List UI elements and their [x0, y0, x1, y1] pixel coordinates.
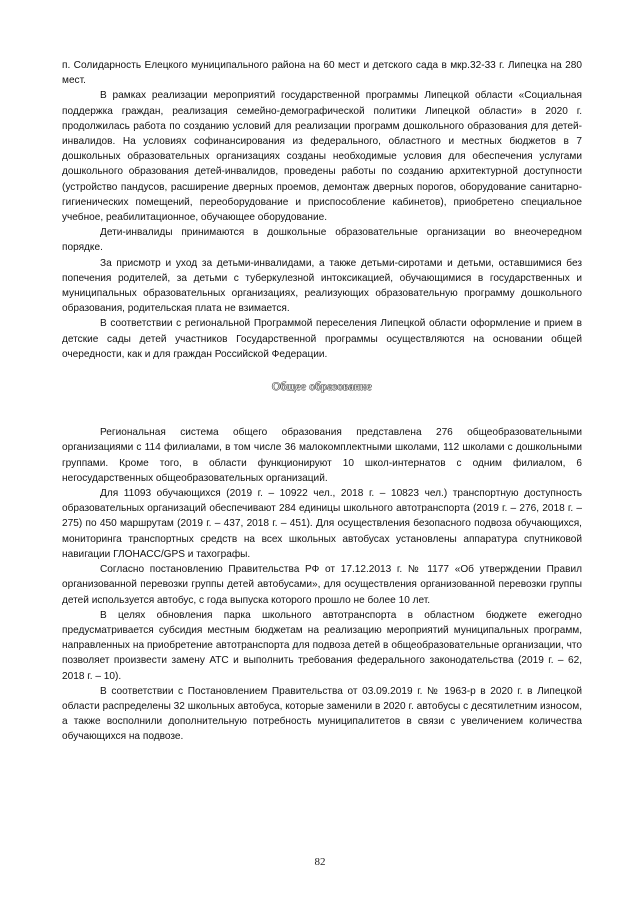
- paragraph: В соответствии с региональной Программой переселения Липецкой области оформление и прием в детские сады детей участников Государственной программы осуществляются на основании общей очередности, как и для граждан Российской Федерации.: [62, 318, 582, 360]
- paragraph: За присмотр и уход за детьми-инвалидами, а также детьми-сиротами и детьми, оставшимися без попечения родителей, за детьми с туберкулезной интоксикацией, обучающимися в государственных и муниципальных образовательных организациях, реализующих образовательную программу дошкольного образования, родительская плата не взимается.: [62, 257, 582, 315]
- page-number: 82: [314, 856, 326, 868]
- paragraph: Согласно постановлению Правительства РФ от 17.12.2013 г. № 1177 «Об утверждении Правил организованной перевозки группы детей автобусами», для осуществления организованной перевозки группы детей используется автобус, с года выпуска которого прошло не более 10 лет.: [62, 564, 582, 606]
- section-heading: Общее образование: [272, 381, 372, 394]
- document-page: [62, 58, 582, 745]
- paragraph: Дети-инвалиды принимаются в дошкольные образовательные организации во внеочередном порядке.: [62, 227, 582, 254]
- paragraph: Для 11093 обучающихся (2019 г. – 10922 чел., 2018 г. – 10823 чел.) транспортную доступность образовательных организаций обеспечивают 284 единицы школьного автотранспорта (2019 г. – 276, 2018 г. – 275) по 450 маршрутам (2019 г. – 437, 2018 г. – 451). Для осуществления безопасного подвоза обучающихся, мониторинга транспортных средств на всех школьных автобусах установлены аппаратура спутниковой навигации ГЛОНАСС/GPS и тахографы.: [62, 488, 582, 560]
- paragraph: п. Солидарность Елецкого муниципального района на 60 мест и детского сада в мкр.32-33 г. Липецка на 280 мест.: [62, 60, 582, 87]
- paragraph: В соответствии с Постановлением Правительства от 03.09.2019 г. № 1963-р в 2020 г. в Липецкой области распределены 32 школьных автобуса, которые заменили в 2020 г. автобусы с десятилетним износом, а также восполнили дополнительную потребность муниципалитетов в связи с увеличением количества обучающихся на подвозе.: [62, 685, 582, 743]
- paragraph: В рамках реализации мероприятий государственной программы Липецкой области «Социальная поддержка граждан, реализация семейно-демографической политики Липецкой области» в 2020 г. продолжилась работа по созданию условий для реализации программ дошкольного образования для детей-инвалидов. На условиях софинансирования из федерального, областного и местных бюджетов в 7 дошкольных образовательных организациях созданы необходимые условия для обеспечения услугами дошкольного образования детей-инвалидов, проведены работы по созданию архитектурной доступности (устройство пандусов, расширение дверных проемов, демонтаж дверных порогов, оборудование санитарно-гигиенических помещений, переоборудование и приспособление кабинетов), приобретено специальное учебное, реабилитационное, обучающее оборудование.: [62, 90, 582, 224]
- paragraph: Региональная система общего образования представлена 276 общеобразовательными организациями с 114 филиалами, в том числе 36 малокомплектными школами, 112 школами с дошкольными группами. Кроме того, в области функционируют 10 школ-интернатов с одним филиалом, 6 негосударственных общеобразовательных организаций.: [62, 427, 582, 484]
- paragraph: В целях обновления парка школьного автотранспорта в областном бюджете ежегодно предусматривается субсидия местным бюджетам на реализацию мероприятий муниципальных программ, направленных на приобретение автотранспорта для подвоза детей в общеобразовательные организации, что позволяет произвести замену АТС и выполнить требования федерального законодательства (2019 г. – 62, 2018 г. – 10).: [62, 609, 582, 682]
